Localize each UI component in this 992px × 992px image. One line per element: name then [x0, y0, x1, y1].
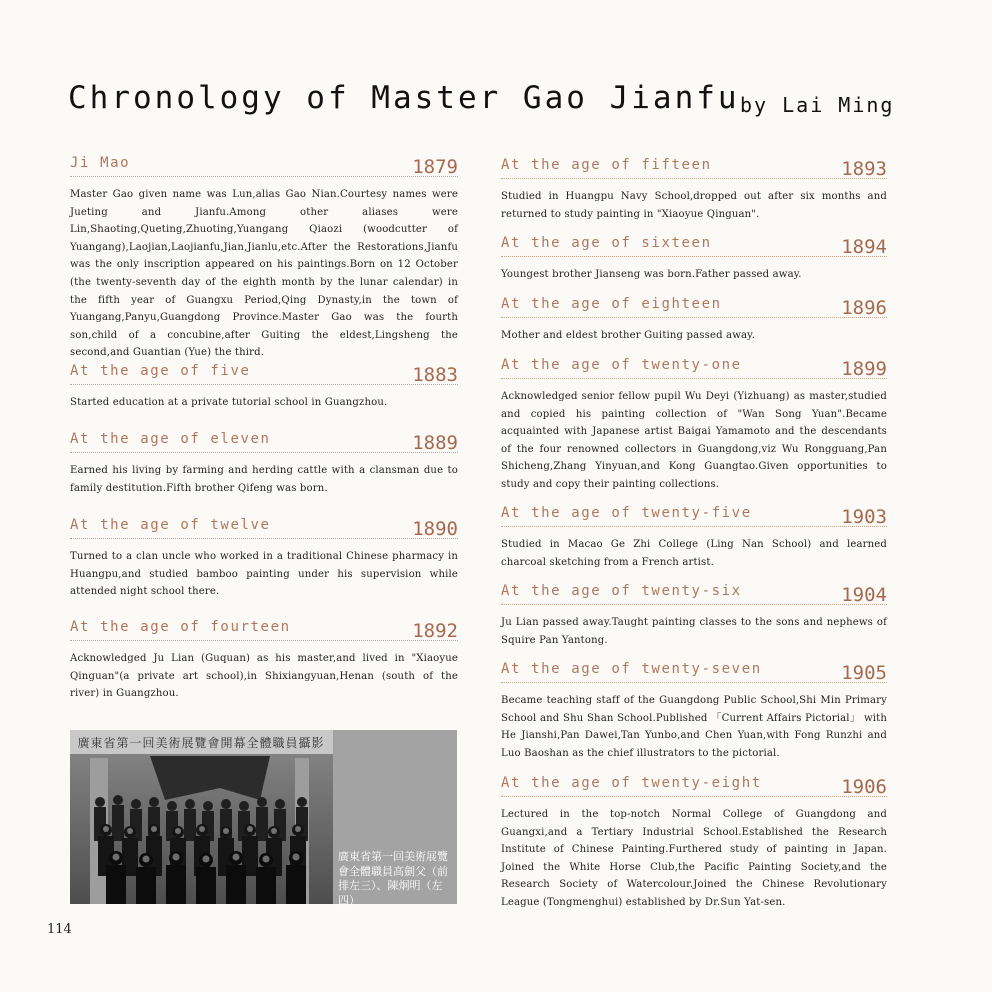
group-photo-illustration: [70, 730, 333, 904]
entry-text: Became teaching staff of the Guangdong Public School,Shi Min Primary School and Shu Shan School.Published 「Current Affairs Pictorial」 with He Jianshi,Pan Dawei,Tan Yunbo,and Chen Yuan,with Fong Runzhi and Luo Baoshan as the chief illustrators to the pictorial.: [501, 695, 887, 759]
entry-year: 1903: [841, 506, 887, 528]
entry-age: At the age of twenty-seven: [501, 661, 762, 677]
entry-year: 1892: [412, 620, 458, 642]
entry-age: At the age of twenty-six: [501, 583, 742, 599]
chronology-entry: [70, 614, 458, 703]
entry-heading: [501, 770, 887, 797]
entry-heading: [70, 426, 458, 453]
entry-year: 1896: [841, 297, 887, 319]
entry-text: Mother and eldest brother Guiting passed away.: [501, 330, 756, 341]
entry-year: 1889: [412, 432, 458, 454]
entry-heading: [501, 152, 887, 179]
entry-heading: [70, 358, 458, 385]
page-title: Chronology of Master Gao Jianfu: [68, 80, 740, 116]
entry-text: Master Gao given name was Lun,alias Gao Nian.Courtesy names were Jueting and Jianfu.Among other aliases were Lin,Shaoting,Queting,Zhuoting,Yuangang Qiaozi (woodcutter of Yuangang),Laojian,Laojianfu,Jian,Jianlu,etc.After the Restorations,Jianfu was the only inscription appeared on his paintings.Born on 12 October (the twenty-seventh day of the eighth month by the lunar calendar) in the fifth year of Guangxu Period,Qing Dynasty,in the town of Yuangang,Panyu,Guangdong Province.Master Gao was the fourth son,child of a concubine,after Guiting the eldest,Lingsheng the second,and Guantian (Yue) the third.: [70, 189, 458, 359]
entry-age: At the age of eleven: [70, 431, 271, 447]
chronology-entry: [70, 358, 458, 412]
entry-heading: [501, 291, 887, 318]
entry-text: Acknowledged Ju Lian (Guquan) as his master,and lived in "Xiaoyue Qinguan"(a private art school),in Shixiangyuan,Henan (south of the river) in Guangzhou.: [70, 653, 458, 700]
author-byline: by Lai Ming: [740, 93, 895, 117]
chronology-entry: [70, 150, 458, 362]
entry-age: At the age of twelve: [70, 517, 271, 533]
chronology-entry: [501, 352, 887, 494]
chronology-entry: [501, 152, 887, 223]
entry-heading: [501, 500, 887, 527]
entry-text: Studied in Macao Ge Zhi College (Ling Nan School) and learned charcoal sketching from a French artist.: [501, 539, 887, 568]
entry-heading: [70, 512, 458, 539]
chronology-entry: [501, 578, 887, 649]
entry-year: 1879: [412, 156, 458, 178]
entry-text: Started education at a private tutorial school in Guangzhou.: [70, 397, 388, 408]
page-number: 114: [47, 922, 72, 937]
chronology-entry: [501, 500, 887, 571]
entry-year: 1906: [841, 776, 887, 798]
entry-text: Turned to a clan uncle who worked in a traditional Chinese pharmacy in Huangpu,and studied bamboo painting under his supervision while attended night school there.: [70, 551, 458, 598]
entry-text: Lectured in the top-notch Normal College of Guangdong and Guangxi,and a Tertiary Industrial School.Established the Research Institute of Chinese Painting.Furthered study of painting in Japan. Joined the White Horse Club,the Pacific Painting Society,and the Research Society of Watercolour.Joined the Chinese Revolutionary League (Tongmenghui) established by Dr.Sun Yat-sen.: [501, 809, 887, 908]
entry-age: At the age of twenty-five: [501, 505, 752, 521]
chronology-entry: [501, 230, 887, 284]
entry-heading: [70, 614, 458, 641]
entry-text: Youngest brother Jianseng was born.Father passed away.: [501, 269, 802, 280]
entry-age: At the age of sixteen: [501, 235, 712, 251]
entry-heading: [70, 150, 458, 177]
entry-age: At the age of fifteen: [501, 157, 712, 173]
chronology-entry: [501, 656, 887, 762]
chronology-entry: [70, 426, 458, 497]
entry-text: Ju Lian passed away.Taught painting classes to the sons and nephews of Squire Pan Yantong.: [501, 617, 887, 646]
entry-year: 1904: [841, 584, 887, 606]
entry-heading: [501, 352, 887, 379]
entry-year: 1899: [841, 358, 887, 380]
entry-age: At the age of five: [70, 363, 251, 379]
historical-photo-panel: [70, 730, 457, 907]
group-photograph: [70, 730, 333, 904]
entry-text: Acknowledged senior fellow pupil Wu Deyi (Yizhuang) as master,studied and copied his painting collection of "Wan Song Yuan".Became acquainted with Japanese artist Baigai Yamamoto and the descendants of the four renowned collectors in Guangdong,viz Wu Rongguang,Pan Shicheng,Zhang Yinyuan,and Kong Guangtao.Given opportunities to study and copy their painting collections.: [501, 391, 887, 490]
entry-age: At the age of twenty-eight: [501, 775, 762, 791]
entry-text: Studied in Huangpu Navy School,dropped out after six months and returned to study painting in "Xiaoyue Qinguan".: [501, 191, 887, 220]
entry-heading: [501, 656, 887, 683]
entry-year: 1883: [412, 364, 458, 386]
entry-heading: [501, 578, 887, 605]
entry-age: At the age of eighteen: [501, 296, 722, 312]
entry-age: At the age of twenty-one: [501, 357, 742, 373]
chronology-entry: [501, 770, 887, 912]
chronology-entry: [70, 512, 458, 601]
photo-caption: 廣東省第一回美術展覽會全體職員高劍父（前排左三）、陳炯明（左四）: [338, 850, 448, 907]
entry-age: At the age of fourteen: [70, 619, 291, 635]
entry-heading: [501, 230, 887, 257]
entry-age: Ji Mao: [70, 155, 131, 171]
chronology-entry: [501, 291, 887, 345]
photo-banner: 廣東省第一回美術展覽會開幕全體職員攝影: [77, 736, 325, 750]
entry-year: 1894: [841, 236, 887, 258]
entry-year: 1893: [841, 158, 887, 180]
entry-year: 1905: [841, 662, 887, 684]
entry-year: 1890: [412, 518, 458, 540]
entry-text: Earned his living by farming and herding cattle with a clansman due to family destitution.Fifth brother Qifeng was born.: [70, 465, 458, 494]
